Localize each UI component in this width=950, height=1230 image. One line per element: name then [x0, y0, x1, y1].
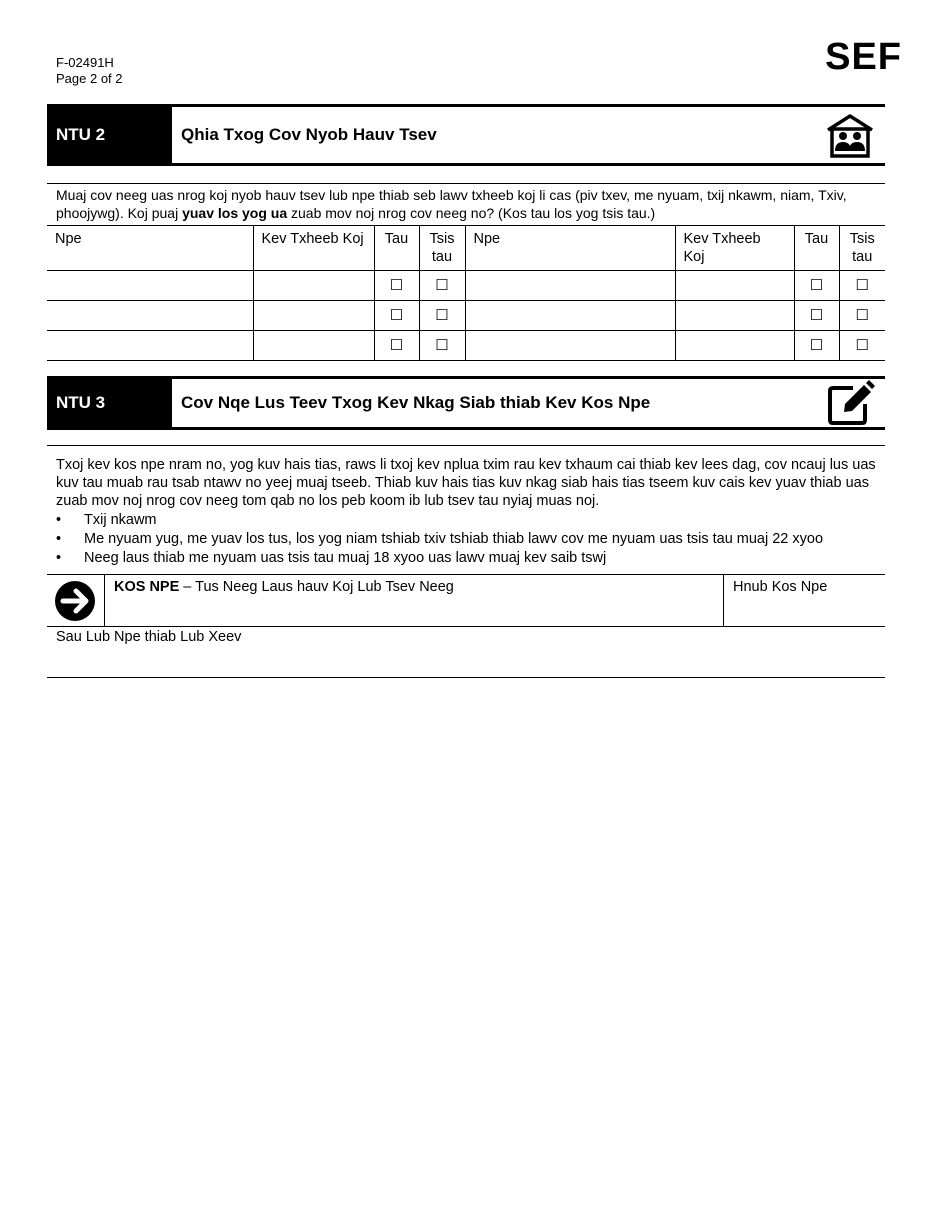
yes-checkbox[interactable]: ☐	[794, 301, 839, 331]
relationship-field[interactable]	[675, 271, 794, 301]
arrow-right-circle-icon	[54, 580, 96, 622]
section-3-title: Cov Nqe Lus Teev Txog Kev Nkag Siab thiab Kev Kos Npe	[181, 393, 651, 412]
col-header-no: Tsis tau	[839, 226, 885, 271]
section-3-header	[47, 376, 885, 430]
relationship-field[interactable]	[675, 331, 794, 361]
bullet-glyph: •	[56, 512, 62, 528]
relationship-field[interactable]	[675, 301, 794, 331]
name-field[interactable]	[47, 271, 253, 301]
table-row	[47, 301, 885, 331]
yes-checkbox[interactable]: ☐	[374, 301, 419, 331]
signature-label-bold: KOS NPE	[114, 579, 180, 595]
no-checkbox[interactable]: ☐	[419, 301, 465, 331]
no-checkbox[interactable]: ☐	[839, 331, 885, 361]
printed-name-field[interactable]	[47, 626, 885, 678]
col-header-name: Npe	[465, 226, 675, 271]
arrow-cell	[47, 575, 105, 626]
table-row	[47, 331, 885, 361]
no-checkbox[interactable]: ☐	[419, 271, 465, 301]
table-header-row	[47, 226, 885, 271]
yes-checkbox[interactable]: ☐	[374, 331, 419, 361]
col-header-yes: Tau	[794, 226, 839, 271]
name-field[interactable]	[47, 301, 253, 331]
signature-date-label: Hnub Kos Npe	[733, 579, 828, 595]
emphasis-text: yuav los yog ua	[182, 205, 288, 221]
section-2-tag: NTU 2	[47, 107, 172, 163]
bullet-glyph: •	[56, 531, 62, 547]
page-number: Page 2 of 2	[56, 71, 123, 86]
list-item: • Me nyuam yug, me yuav los tus, los yog niam tshiab txiv tshiab thiab lawv cov me nyuam uas tsis tau muaj 22 xyoo	[56, 531, 824, 547]
form-identifier	[56, 55, 123, 87]
yes-checkbox[interactable]: ☐	[794, 331, 839, 361]
signature-field[interactable]	[114, 579, 454, 595]
section-2-header	[47, 104, 885, 166]
statement-section	[47, 445, 885, 567]
signature-row	[47, 574, 885, 627]
signature-label: – Tus Neeg Laus hauv Koj Lub Tsev Neeg	[179, 579, 454, 595]
col-header-no: Tsis tau	[419, 226, 465, 271]
form-number: F-02491H	[56, 55, 114, 70]
statement-paragraph: Txoj kev kos npe nram no, yog kuv hais tias, raws li txoj kev nplua txim rau kev txhaum cai thiab kev lees dag, cov ncauj lus uas kuv tau muab rau tsab ntawv no yeej muaj tseeb. Thiab kuv hais tias kuv nkag siab hais tias tseem kuv cais kev yuav thiab uas zuab mov noj nrog cov neeg tom qab no los peb koom ib lub tsev tau nyiaj muas noj.	[56, 457, 876, 509]
household-section	[47, 183, 885, 361]
edit-pencil-icon	[827, 380, 875, 426]
bullet-glyph: •	[56, 550, 62, 566]
no-checkbox[interactable]: ☐	[839, 271, 885, 301]
yes-checkbox[interactable]: ☐	[794, 271, 839, 301]
signature-date-field[interactable]	[723, 575, 885, 626]
col-header-yes: Tau	[374, 226, 419, 271]
printed-name-label: Sau Lub Npe thiab Lub Xeev	[56, 629, 242, 645]
no-checkbox[interactable]: ☐	[839, 301, 885, 331]
list-item: • Txij nkawm	[56, 512, 157, 528]
name-field[interactable]	[465, 301, 675, 331]
household-instructions: Muaj cov neeg uas nrog koj nyob hauv tsev lub npe thiab seb lawv txheeb koj li cas (piv txev, me nyuam, txij nkawm, niam, Txiv, phoojywg). Koj puaj yuav los yog ua zuab mov noj nrog cov neeg no? (Kos tau los yog tsis tau.)	[56, 187, 847, 221]
statement-list	[56, 511, 876, 567]
relationship-field[interactable]	[253, 301, 374, 331]
yes-checkbox[interactable]: ☐	[374, 271, 419, 301]
name-field[interactable]	[465, 271, 675, 301]
section-3-tag: NTU 3	[47, 379, 172, 427]
house-people-icon	[825, 112, 875, 160]
table-row	[47, 271, 885, 301]
agency-title: SEF	[825, 36, 902, 78]
col-header-name: Npe	[47, 226, 253, 271]
list-item: • Neeg laus thiab me nyuam uas tsis tau muaj 18 xyoo uas lawv muaj kev saib tswj	[56, 550, 607, 566]
col-header-relationship: Kev Txheeb Koj	[675, 226, 794, 271]
relationship-field[interactable]	[253, 331, 374, 361]
section-2-title: Qhia Txog Cov Nyob Hauv Tsev	[181, 125, 437, 144]
no-checkbox[interactable]: ☐	[419, 331, 465, 361]
household-table	[47, 225, 885, 361]
relationship-field[interactable]	[253, 271, 374, 301]
name-field[interactable]	[47, 331, 253, 361]
col-header-relationship: Kev Txheeb Koj	[253, 226, 374, 271]
name-field[interactable]	[465, 331, 675, 361]
